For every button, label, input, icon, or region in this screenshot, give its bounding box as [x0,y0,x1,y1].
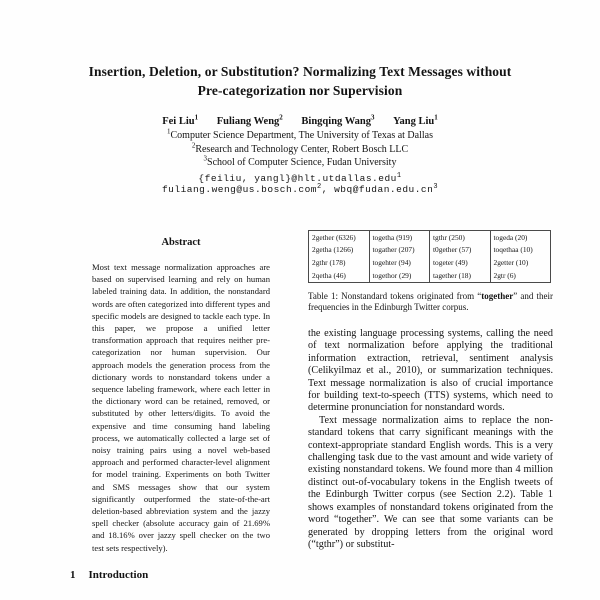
author [216,113,283,127]
caption-text: Table 1: Nonstandard tokens originated from “ [308,290,482,301]
caption-text: ” and their frequencies in the Edinburgh Twitter corpus. [308,290,553,313]
table-1-caption [308,291,553,314]
section-title: Introduction [88,568,149,581]
token-cell: 2getter (10) [490,256,551,269]
author-affil-mark: 2 [279,113,283,122]
right-column [308,230,553,600]
author-list [0,113,600,127]
token-cell: togather (207) [369,244,430,257]
affiliation [0,156,600,170]
author [393,113,438,127]
affil-text: Computer Science Department, The University of Texas at Dallas [170,130,433,141]
left-column [70,232,292,600]
table-row [309,244,551,257]
token-cell: togehter (94) [369,256,430,269]
paper-header [0,0,600,196]
token-cell: 2gthr (178) [312,257,346,267]
token-cell: 2gether (6326) [312,232,356,242]
affiliation [0,129,600,143]
paper-title-line1: Insertion, Deletion, or Substitution? Normalizing Text Messages without [88,64,512,79]
token-cell: toqethaa (10) [490,244,551,257]
author-affil-mark: 3 [370,113,375,122]
affiliation [0,143,600,157]
token-cell: t0gether (57) [430,244,491,257]
section-number: 1 [70,568,76,581]
affil-text: Research and Technology Center, Robert Bosch LLC [195,143,409,155]
token-cell: tgthr (250) [430,231,491,244]
paper-title-line2: Pre-categorization nor Supervision [197,83,403,98]
email-block [0,173,600,196]
email-line1 [0,173,600,185]
table-row [309,269,551,282]
token-cell: togethor (29) [369,269,430,282]
author [162,113,199,127]
author-name: Yang Liu [393,116,435,127]
affil-mark: 2 [191,141,196,150]
email-line2 [0,184,600,196]
abstract-heading: Abstract [161,237,201,248]
affil-mark: 3 [433,182,439,191]
affil-mark: 1 [396,171,402,180]
token-cell: tagether (18) [430,269,491,282]
token-cell: 2gtr (6) [490,269,551,282]
email-address: {feiliu, yangl}@hlt.utdallas.edu [198,172,397,184]
author [301,113,375,127]
token-cell: 2getha (1266) [312,245,354,255]
affiliation-list [0,129,600,170]
caption-bold-word: together [481,290,514,301]
email-address: fuliang.weng@us.bosch.com [161,184,317,195]
author-name: Fei Liu [162,116,195,127]
author-affil-mark: 1 [194,113,199,122]
affil-mark: 1 [167,127,171,136]
paper-title [0,62,600,100]
token-cell: togetha (919) [369,231,430,244]
token-cell: togeter (49) [430,256,491,269]
author-name: Bingqing Wang [301,116,371,127]
affil-text: School of Computer Science, Fudan University [207,157,397,168]
intro-paragraph-2: Text message normalization aims to replace the non-standard tokens that carry significant meanings with the context-appropriate standard English words. This is a very challenging task due to the vast amount and wide variety of existing nonstandard tokens. We found more than 4 million distinct out-of-vocabulary tokens in the English tweets of the Edinburgh Twitter corpus (see Section 2.2). Table 1 shows examples of nonstandard tokens originated from the word “together”. We can see that some variants can be generated by dropping letters from the original word (“tgthr”) or substitut- [308,414,553,550]
author-name: Fuliang Weng [216,116,280,127]
author-affil-mark: 1 [434,113,438,122]
email-address: , wbq@fudan.edu.cn [321,184,434,195]
abstract-text: Most text message normalization approaches are based on supervised learning and rely on human labeled training data. In addition, the nonstandard words are often categorized into different types and specific models are designed to tackle each type. In this paper, we propose a unified letter transformation approach that requires neither pre-categorization nor human supervision. Our approach models the generation process from the dictionary words to nonstandard tokens under a sequence labeling framework, where each letter in the dictionary word can be retained, removed, or substituted by other letters/digits. To avoid the expensive and time consuming hand labeling process, we automatically collected a large set of noisy training pairs using a novel web-based approach and performed character-level alignment for model training. Experiments on both Twitter and SMS messages show that our system significantly outperformed the state-of-the-art deletion-based abbreviation system and the jazzy spell checker (absolute accuracy gain of 21.69% and 18.16% over jazzy spell checker on the two test sets respectively). [92,262,270,553]
token-cell: 2qetha (46) [312,270,346,280]
section-1-heading [70,569,292,581]
token-cell: togeda (20) [490,231,551,244]
intro-paragraph-continued: the existing language processing systems, calling the need of text normalization before applying the traditional information extraction, retrieval, sentiment analysis (Celikyilmaz et al., 2010), or summarization techniques. Text message normalization is also of crucial importance for building text-to-speech (TTS) systems, which need to determine pronunciation for nonstandard words. [308,328,553,414]
table-1-nonstandard-tokens [308,230,551,283]
table-row [309,256,551,269]
affil-mark: 2 [317,182,322,191]
affil-mark: 3 [203,154,208,163]
table-row [309,231,551,244]
